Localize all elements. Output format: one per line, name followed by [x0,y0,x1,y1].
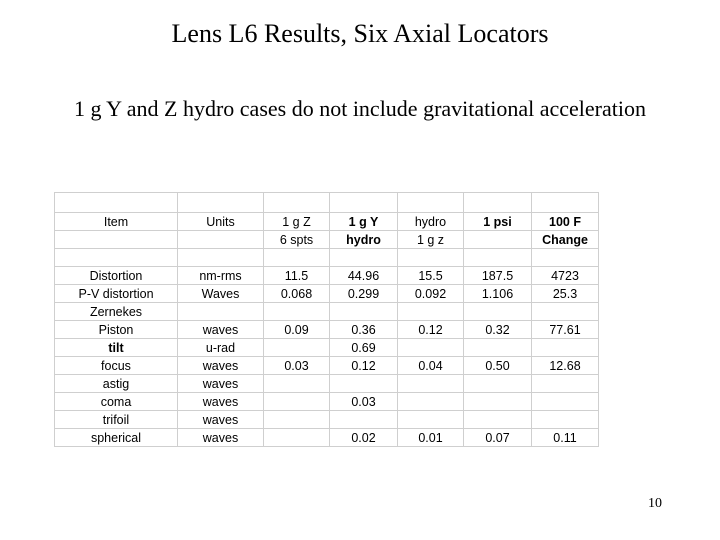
empty-cell [264,193,330,213]
table-cell: 44.96 [330,267,398,285]
column-subheader: Change [532,231,599,249]
table-cell [464,393,532,411]
table-cell [398,339,464,357]
row-item-label: trifoil [55,411,178,429]
row-item-label: spherical [55,429,178,447]
table-cell [398,411,464,429]
table-cell: 0.36 [330,321,398,339]
empty-cell [464,193,532,213]
table-cell [264,393,330,411]
table-row [55,339,599,357]
row-units: waves [178,357,264,375]
slide-subtitle: 1 g Y and Z hydro cases do not include gravitational acceleration [74,96,646,121]
table-cell [464,375,532,393]
table-row [55,429,599,447]
table-cell [464,411,532,429]
empty-cell [330,249,398,267]
empty-cell [178,249,264,267]
table-cell [532,303,599,321]
column-header: Units [178,213,264,231]
empty-cell [532,249,599,267]
row-units [178,303,264,321]
empty-cell [532,193,599,213]
empty-cell [264,249,330,267]
row-item-label: coma [55,393,178,411]
table-spacer-row [55,193,599,213]
table-cell: 12.68 [532,357,599,375]
empty-cell [464,249,532,267]
table-cell: 0.07 [464,429,532,447]
table-row [55,267,599,285]
table-cell: 0.03 [330,393,398,411]
column-subheader: hydro [330,231,398,249]
row-units: u-rad [178,339,264,357]
table-cell: 11.5 [264,267,330,285]
row-units: waves [178,321,264,339]
table-cell: 15.5 [398,267,464,285]
page-number: 10 [648,496,662,511]
table-cell: 0.32 [464,321,532,339]
table-row [55,285,599,303]
table-spacer-row [55,249,599,267]
column-header: 1 psi [464,213,532,231]
column-header: 1 g Y [330,213,398,231]
table-cell [532,393,599,411]
table-cell: 0.50 [464,357,532,375]
row-units: nm-rms [178,267,264,285]
table-cell [264,339,330,357]
table-cell: 0.11 [532,429,599,447]
table-cell: 0.12 [398,321,464,339]
empty-cell [55,249,178,267]
table-cell [398,303,464,321]
table-row [55,357,599,375]
column-header: Item [55,213,178,231]
table-cell: 0.09 [264,321,330,339]
table-cell: 0.03 [264,357,330,375]
table-cell: 0.69 [330,339,398,357]
empty-cell [55,193,178,213]
table-cell [264,411,330,429]
row-item-label: focus [55,357,178,375]
table-row [55,393,599,411]
table-cell: 0.02 [330,429,398,447]
table-cell: 187.5 [464,267,532,285]
table-cell: 1.106 [464,285,532,303]
row-units: waves [178,429,264,447]
column-subheader [464,231,532,249]
table-cell: 0.01 [398,429,464,447]
column-header: 100 F [532,213,599,231]
column-header: 1 g Z [264,213,330,231]
column-subheader [178,231,264,249]
table-cell: 25.3 [532,285,599,303]
column-subheader [55,231,178,249]
table-cell: 0.068 [264,285,330,303]
row-item-label: Distortion [55,267,178,285]
table-header-row [55,213,599,231]
table-cell [464,339,532,357]
empty-cell [330,193,398,213]
table-cell [264,303,330,321]
table-cell [464,303,532,321]
empty-cell [178,193,264,213]
column-subheader: 1 g z [398,231,464,249]
row-units: waves [178,411,264,429]
table-cell [264,429,330,447]
table-cell: 77.61 [532,321,599,339]
table-cell: 0.299 [330,285,398,303]
table-row [55,411,599,429]
table-row [55,321,599,339]
results-table [54,192,599,447]
column-header: hydro [398,213,464,231]
row-item-label: Zernekes [55,303,178,321]
table-subheader-row [55,231,599,249]
slide-title: Lens L6 Results, Six Axial Locators [171,19,549,48]
row-units: waves [178,375,264,393]
table-cell [532,411,599,429]
row-item-label: astig [55,375,178,393]
table-cell [264,375,330,393]
table-cell [398,375,464,393]
table-row [55,303,599,321]
table-cell: 4723 [532,267,599,285]
table-cell [398,393,464,411]
table-cell: 0.12 [330,357,398,375]
table-cell: 0.04 [398,357,464,375]
table-cell [532,375,599,393]
table-cell [330,375,398,393]
table-cell: 0.092 [398,285,464,303]
table-row [55,375,599,393]
table-cell [532,339,599,357]
table-cell [330,411,398,429]
row-item-label: tilt [55,339,178,357]
row-item-label: P-V distortion [55,285,178,303]
empty-cell [398,249,464,267]
row-units: waves [178,393,264,411]
empty-cell [398,193,464,213]
column-subheader: 6 spts [264,231,330,249]
results-table-container [54,192,599,447]
table-cell [330,303,398,321]
row-units: Waves [178,285,264,303]
row-item-label: Piston [55,321,178,339]
